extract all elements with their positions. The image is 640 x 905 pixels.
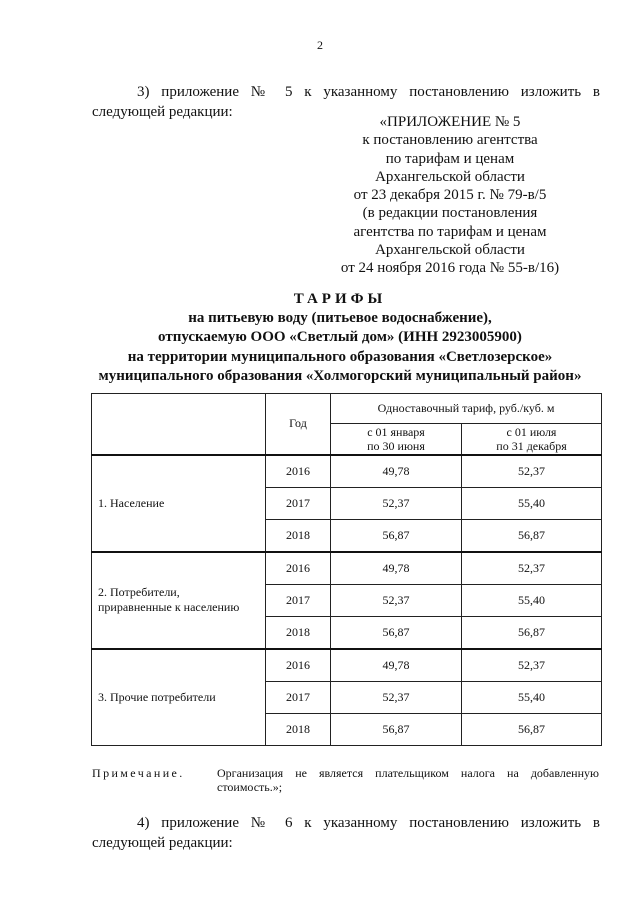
tariff-h2-cell: 56,87 [462,713,602,745]
table-header-period2: с 01 июля по 31 декабря [462,424,602,455]
tariff-h1-cell: 52,37 [331,584,462,616]
year-cell: 2016 [266,649,331,682]
paragraph-4-line1: 4) приложение № 6 к указанному постановлению изложить в [137,815,600,831]
paragraph-4-line2: следующей редакции: [92,835,233,851]
tariff-h1-cell: 52,37 [331,487,462,519]
table-row [92,455,602,488]
table-row [92,552,602,585]
tariff-h2-cell: 52,37 [462,455,602,488]
year-cell: 2017 [266,681,331,713]
table-header-tariff: Одноставочный тариф, руб./куб. м [331,394,602,424]
tariff-h2-cell: 55,40 [462,487,602,519]
paragraph-4 [92,813,600,853]
paragraph-3-line1: 3) приложение № 5 к указанному постановлению изложить в [137,84,600,100]
table-header-period1: с 01 января по 30 июня [331,424,462,455]
appendix-line: Архангельской области [375,168,525,185]
tariff-h1-cell: 49,78 [331,552,462,585]
table-header-year: Год [266,394,331,455]
tariff-h1-cell: 49,78 [331,455,462,488]
table-row [92,649,602,682]
tariff-h2-cell: 55,40 [462,584,602,616]
appendix-line: от 23 декабря 2015 г. № 79-в/5 [353,187,547,204]
appendix-line: (в редакции постановления [362,205,538,222]
tariff-h2-cell: 56,87 [462,519,602,552]
appendix-line: агентства по тарифам и ценам [353,223,547,240]
year-cell: 2018 [266,713,331,745]
year-cell: 2017 [266,487,331,519]
paragraph-3-line2: следующей редакции: [92,104,233,120]
tariff-h1-cell: 52,37 [331,681,462,713]
tariff-h2-cell: 52,37 [462,552,602,585]
document-title [40,290,640,386]
category-cell: 1. Население [92,455,266,552]
tariff-h2-cell: 56,87 [462,616,602,649]
appendix-line: по тарифам и ценам [385,150,515,167]
category-cell: 3. Прочие потребители [92,649,266,746]
title-line: на питьевую воду (питьевое водоснабжение), [188,310,492,327]
appendix-line: от 24 ноября 2016 года № 55-в/16) [340,260,560,277]
page-number: 2 [317,38,323,52]
category-cell: 2. Потребители, приравненные к населению [92,552,266,649]
appendix-line: к постановлению агентства [362,132,538,149]
title-line: на территории муниципального образования «Светлозерское» [127,348,553,365]
note-label: Примечание. [92,766,185,780]
appendix-line: Архангельской области [375,242,525,259]
appendix-header [330,113,570,278]
tariff-h2-cell: 55,40 [462,681,602,713]
title-line: муниципального образования «Холмогорский муниципальный район» [98,367,582,384]
year-cell: 2017 [266,584,331,616]
year-cell: 2018 [266,519,331,552]
year-cell: 2018 [266,616,331,649]
tariff-h1-cell: 49,78 [331,649,462,682]
tariff-h2-cell: 52,37 [462,649,602,682]
tariff-h1-cell: 56,87 [331,713,462,745]
year-cell: 2016 [266,455,331,488]
year-cell: 2016 [266,552,331,585]
note-text: Организация не является плательщиком налога на добавленную стоимость.»; [217,766,599,794]
appendix-line: «ПРИЛОЖЕНИЕ № 5 [379,114,521,130]
table-header-category [92,394,266,455]
tariff-table [91,393,602,746]
tariff-h1-cell: 56,87 [331,519,462,552]
title-heading: ТАРИФЫ [293,291,387,307]
title-line: отпускаемую ООО «Светлый дом» (ИНН 2923005900) [158,329,522,346]
tariff-h1-cell: 56,87 [331,616,462,649]
